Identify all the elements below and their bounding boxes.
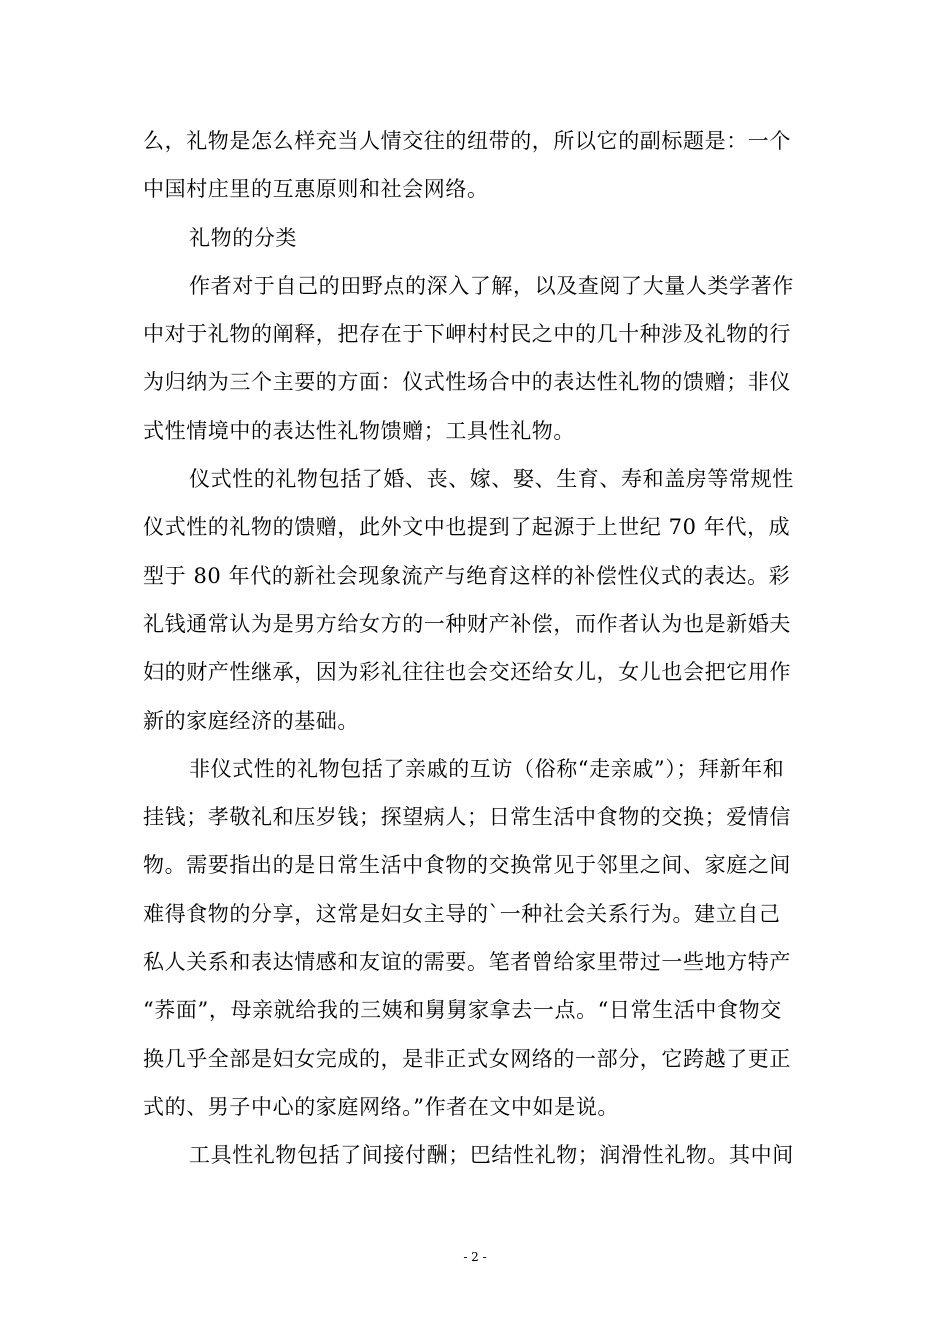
text-line: 中对于礼物的阐释，把存在于下岬村村民之中的几十种涉及礼物的行 <box>143 322 791 347</box>
text-line: 难得食物的分享，这常是妇女主导的`一种社会关系行为。建立自己 <box>143 901 781 926</box>
text-line: 为归纳为三个主要的方面：仪式性场合中的表达性礼物的馈赠；非仪 <box>143 370 791 395</box>
text-line: 挂钱；孝敬礼和压岁钱；探望病人；日常生活中食物的交换；爱情信 <box>143 805 791 830</box>
text-line: 么，礼物是怎么样充当人情交往的纽带的，所以它的副标题是：一个 <box>143 129 791 153</box>
body-text <box>143 117 811 1180</box>
text-line: 礼钱通常认为是男方给女方的一种财产补偿，而作者认为也是新婚夫 <box>143 611 791 636</box>
text-line: 私人关系和表达情感和友谊的需要。笔者曾给家里带过一些地方特产 <box>143 950 791 975</box>
text-line: 妇的财产性继承，因为彩礼往往也会交还给女儿，女儿也会把它用作 <box>143 660 791 685</box>
text-line: 中国村庄里的互惠原则和社会网络。 <box>143 177 489 202</box>
text-line: 仪式性的礼物包括了婚、丧、嫁、娶、生育、寿和盖房等常规性 <box>189 467 794 492</box>
text-line: 作者对于自己的田野点的深入了解，以及查阅了大量人类学著作 <box>189 273 794 298</box>
text-line: 新的家庭经济的基础。 <box>143 708 359 733</box>
text-line: 礼物的分类 <box>189 225 297 250</box>
text-line: 式的、男子中心的家庭网络。”作者在文中如是说。 <box>143 1094 620 1119</box>
text-line: 非仪式性的礼物包括了亲戚的互访（俗称“走亲戚”）；拜新年和 <box>189 756 785 781</box>
text-line: 物。需要指出的是日常生活中食物的交换常见于邻里之间、家庭之间 <box>143 853 791 878</box>
page-number: - 2 - <box>463 1250 487 1264</box>
text-line: 工具性礼物包括了间接付酬；巴结性礼物；润滑性礼物。其中间 <box>189 1143 794 1168</box>
text-line: 型于 80 年代的新社会现象流产与绝育这样的补偿性仪式的表达。彩 <box>143 563 791 588</box>
text-line: 式性情境中的表达性礼物馈赠；工具性礼物。 <box>143 418 575 443</box>
text-line: 换几乎全部是妇女完成的，是非正式女网络的一部分，它跨越了更正 <box>143 1046 791 1071</box>
text-line: 仪式性的礼物的馈赠，此外文中也提到了起源于上世纪 70 年代，成 <box>143 515 791 540</box>
text-line: “荞面”，母亲就给我的三姨和舅舅家拿去一点。“日常生活中食物交 <box>143 998 782 1023</box>
